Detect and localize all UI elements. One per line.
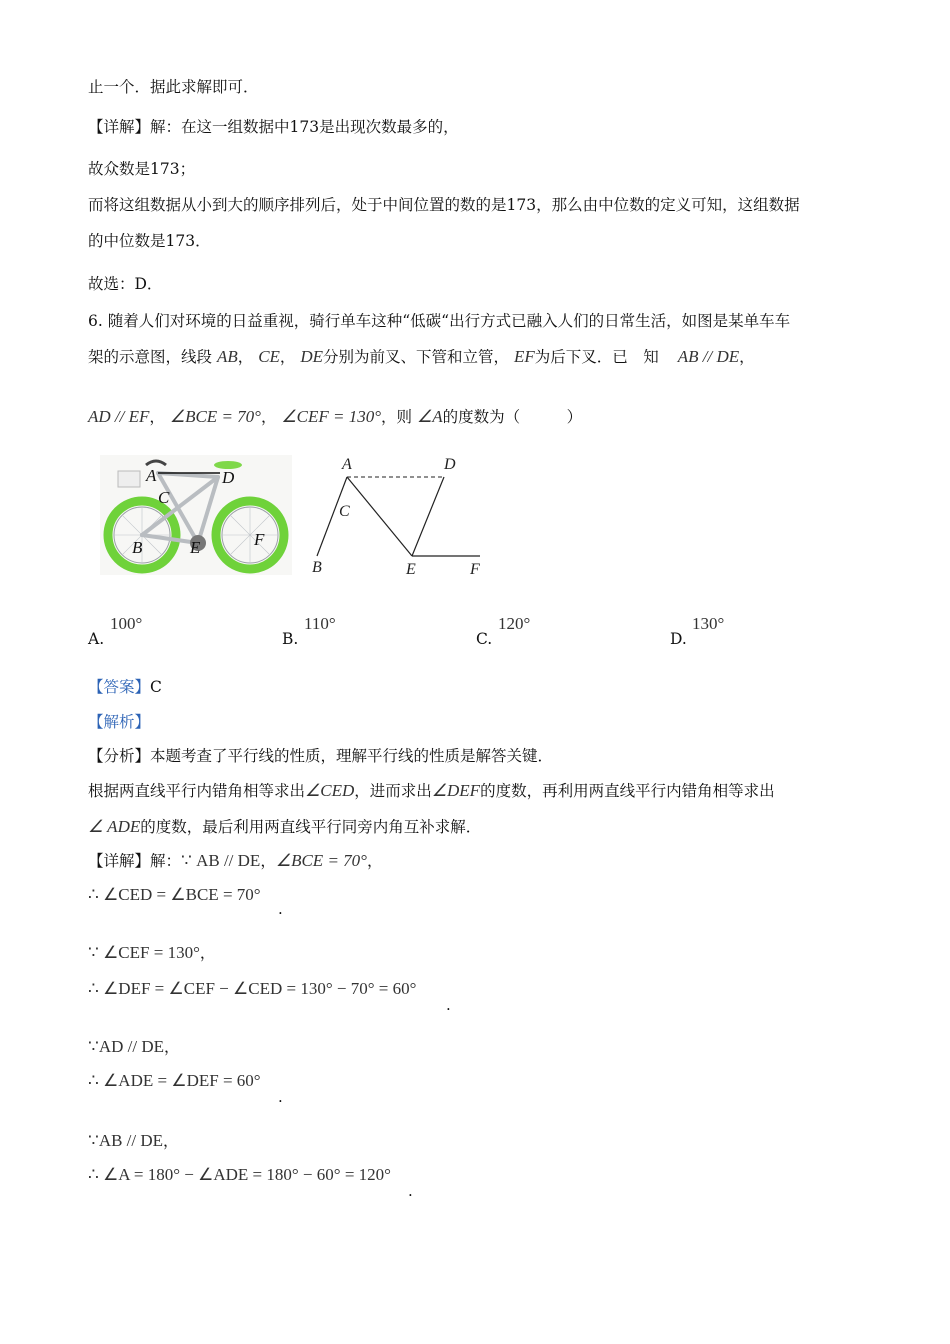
geo-label-a: A <box>342 456 352 473</box>
frame-diagram <box>300 450 490 585</box>
option-d-value: 130° <box>692 614 725 633</box>
bike-label-b: B <box>132 538 143 557</box>
q6-comma: ， <box>279 348 296 366</box>
option-a-value: 100° <box>110 614 143 633</box>
math-ad-parallel-ef: AD // EF <box>88 407 150 426</box>
step-5-period: . <box>278 1088 283 1106</box>
step-4-math: ∵AD // DE <box>88 1037 164 1056</box>
option-b-label: B. <box>282 630 299 648</box>
step-2-math: ∵ ∠CEF = 130° <box>88 943 200 962</box>
q6-comma: ， <box>237 348 254 366</box>
fenxi-line-1 <box>88 745 553 767</box>
q6-text: 的度数为（ ） <box>442 408 583 426</box>
q6-text: 为后下叉．已 知 <box>534 348 659 366</box>
math-ce: CE <box>258 347 280 366</box>
bike-label-d: D <box>222 468 235 487</box>
intro-text: 止一个．据此求解即可． <box>88 78 259 96</box>
bike-label-f: F <box>254 530 265 549</box>
answer-value: C <box>150 678 162 696</box>
detail5-tag: 【详解】 <box>88 118 151 136</box>
math-angle-ced: ∠CED <box>305 781 355 800</box>
step-3: ∴ ∠DEF = ∠CEF − ∠CED = 130° − 70° = 60° <box>88 979 417 998</box>
fenxi-text: 的度数，再利用两直线平行内错角相等求出 <box>480 782 775 800</box>
fenxi-line-2 <box>88 780 775 802</box>
step-7-period: . <box>408 1182 413 1200</box>
option-b-value: 110° <box>304 614 336 633</box>
math-ef: EF <box>514 347 535 366</box>
option-c-label: C. <box>476 630 493 648</box>
detail6-line-1 <box>88 850 382 872</box>
math-because-ab-parallel-de: ∵ AB // DE <box>181 851 261 870</box>
math-de: DE <box>300 347 324 366</box>
step-5: ∴ ∠ADE = ∠DEF = 60° <box>88 1071 261 1090</box>
math-ab-parallel-de: AB // DE <box>677 347 740 366</box>
step-1-period: . <box>278 900 283 918</box>
segment-ce <box>347 477 412 556</box>
option-a-label: A. <box>88 630 105 648</box>
q6-line-2 <box>88 346 755 368</box>
step-7: ∴ ∠A = 180° − ∠ADE = 180° − 60° = 120° <box>88 1165 391 1184</box>
step-6 <box>88 1130 179 1152</box>
detail5-line-1 <box>88 116 459 138</box>
geo-label-f: F <box>470 561 480 578</box>
detail5-text-1: 解：在这一组数据中173是出现次数最多的， <box>150 118 459 136</box>
geo-label-e: E <box>406 561 416 578</box>
fenxi-line-3 <box>88 816 481 838</box>
bike-label-e: E <box>190 538 201 557</box>
step-4-comma: ， <box>163 1038 180 1056</box>
step-2-comma: ， <box>199 944 216 962</box>
step-4 <box>88 1036 180 1058</box>
q6-text: 架的示意图，线段 <box>88 348 213 366</box>
geo-label-c: C <box>339 503 350 520</box>
fenxi-text: ，进而求出 <box>354 782 432 800</box>
bike-label-a: A <box>146 466 157 485</box>
math-angle-bce: ∠BCE = 70° <box>169 407 261 426</box>
geo-label-d: D <box>444 456 456 473</box>
detail5-line-4: 的中位数是173． <box>88 232 211 250</box>
fenxi-text: 的度数，最后利用两直线平行同旁内角互补求解． <box>140 818 482 836</box>
step-1: ∴ ∠CED = ∠BCE = 70° <box>88 885 261 904</box>
fenxi-tag: 【分析】 <box>88 747 151 765</box>
detail5-line-5: 故选：D． <box>88 275 163 293</box>
option-c-value: 120° <box>498 614 531 633</box>
math-angle-def: ∠DEF <box>431 781 481 800</box>
bike-label-c: C <box>158 488 170 507</box>
fenxi-text: 本题考查了平行线的性质，理解平行线的性质是解答关键． <box>150 747 554 765</box>
step-6-comma: ， <box>163 1132 179 1150</box>
bicycle-photo <box>100 455 292 575</box>
q6-comma: ， <box>260 408 277 426</box>
math-angle-cef: ∠CEF = 130° <box>281 407 382 426</box>
math-angle-bce: ∠BCE = 70° <box>275 851 367 870</box>
q6-comma: ， <box>149 408 165 426</box>
q6-comma: ， <box>739 348 755 366</box>
math-ab: AB <box>216 347 238 366</box>
analysis-tag: 【解析】 <box>88 713 151 731</box>
q6-line-3 <box>88 406 582 428</box>
detail5-line-3: 而将这组数据从小到大的顺序排列后，处于中间位置的数的是173，那么由中位数的定义可知，这组数据 <box>88 196 800 214</box>
front-basket <box>118 471 140 487</box>
geo-label-b: B <box>312 559 322 576</box>
option-d-label: D. <box>670 630 687 648</box>
answer-line <box>88 676 162 698</box>
detail6-tag: 【详解】 <box>88 852 151 870</box>
q6-line-1: 6. 随着人们对环境的日益重视，骑行单车这种“低碳“出行方式已融入人们的日常生活，如图是某单车车 <box>88 312 791 330</box>
step-6-math: ∵AB // DE <box>88 1131 164 1150</box>
math-angle-ade: ∠ ADE <box>88 817 141 836</box>
detail6-comma: ， <box>260 852 276 870</box>
step-2 <box>88 942 215 964</box>
math-angle-a: ∠A <box>417 407 443 426</box>
q6-text: 分别为前叉、下管和立管， <box>323 348 510 366</box>
segment-de <box>412 477 444 556</box>
detail6-text: 解： <box>150 852 182 870</box>
detail6-comma: ， <box>366 852 383 870</box>
answer-tag: 【答案】 <box>88 678 151 696</box>
q6-text: ，则 <box>381 408 413 426</box>
step-3-period: . <box>446 996 451 1014</box>
fenxi-text: 根据两直线平行内错角相等求出 <box>88 782 306 800</box>
detail5-line-2: 故众数是173； <box>88 160 196 178</box>
